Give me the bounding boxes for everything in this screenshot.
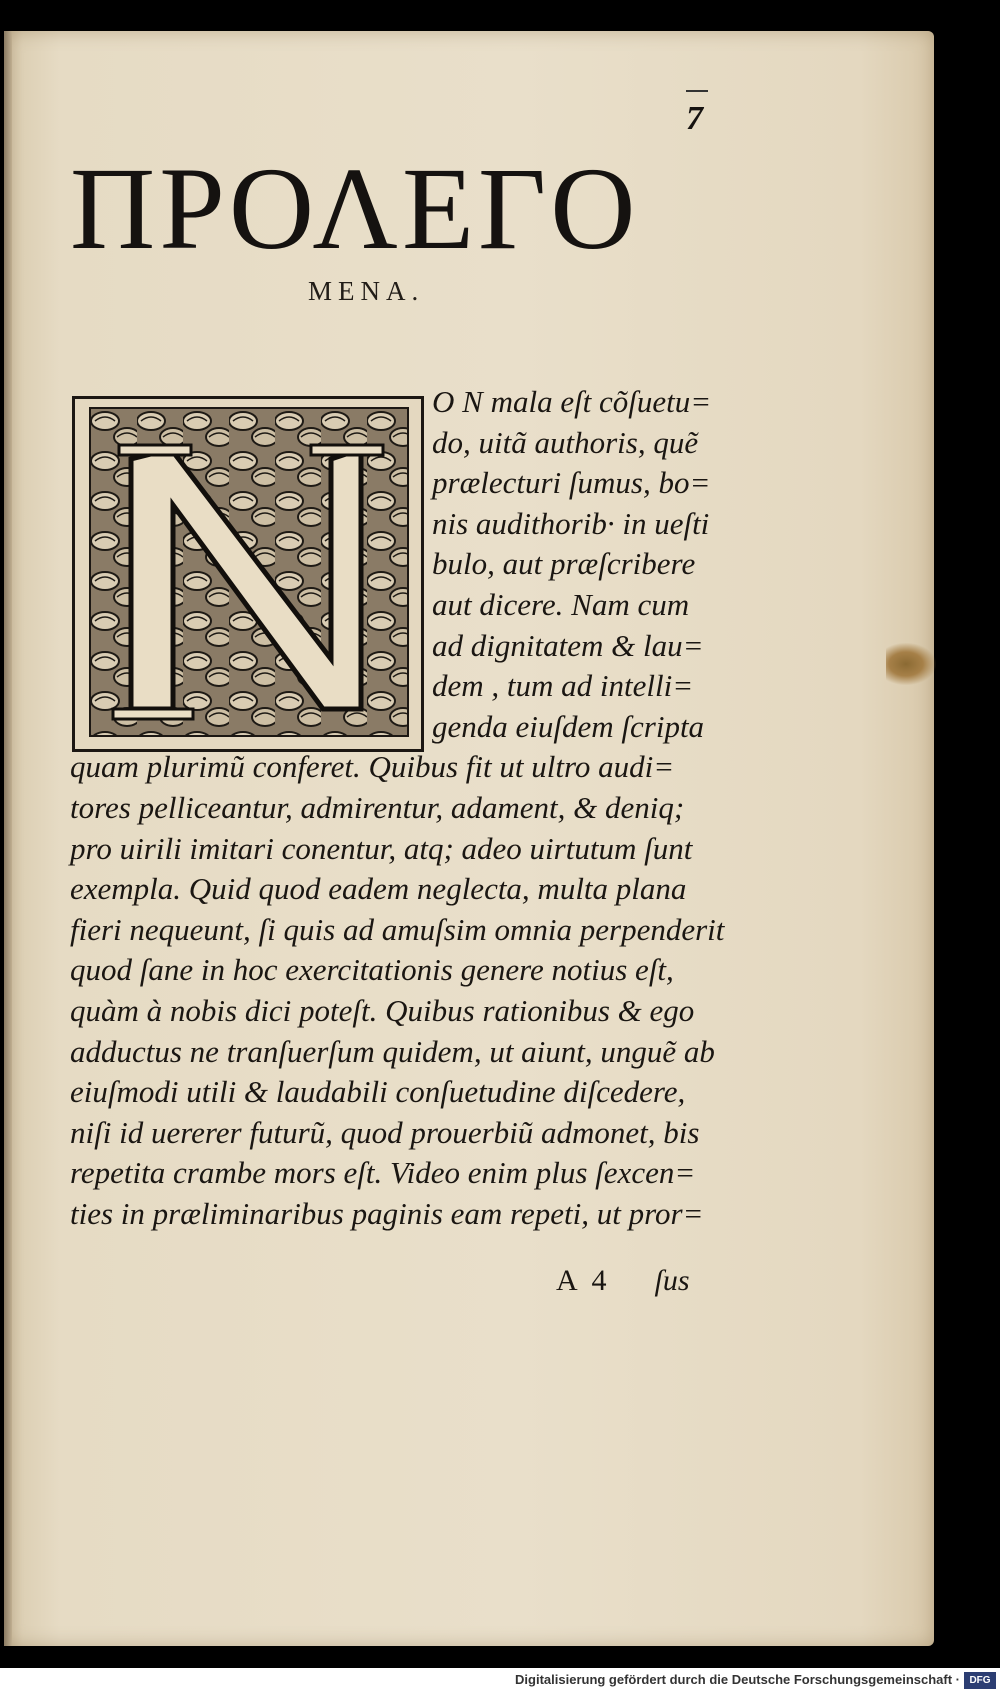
catchword: ſus bbox=[654, 1264, 690, 1297]
text-line: quod ſane in hoc exercitationis genere notius eſt, bbox=[70, 952, 674, 988]
text-line: tores pelliceantur, admirentur, adament, & deniq; bbox=[70, 790, 685, 825]
text-line: genda eiuſdem ſcripta bbox=[432, 708, 705, 744]
text-line: niſi id uererer futurũ, quod prouerbiũ admonet, bis bbox=[70, 1114, 700, 1150]
catchline bbox=[556, 1264, 690, 1298]
text-line: exempla. Quid quod eadem neglecta, multa plana bbox=[70, 871, 687, 907]
initial-woodcut-icon bbox=[91, 409, 407, 735]
folio-mark bbox=[686, 90, 708, 92]
text-line: bulo, aut præſcribere bbox=[432, 546, 696, 582]
decorated-initial-frame bbox=[89, 407, 409, 737]
text-line: dem , tum ad intelli= bbox=[432, 668, 694, 704]
text-line: ad dignitatem & lau= bbox=[432, 627, 704, 663]
decorated-initial bbox=[72, 396, 424, 752]
page-title: ΠΡΟΛΕΓΟ bbox=[70, 143, 640, 274]
folio-number: 7 bbox=[686, 100, 703, 137]
text-line: prælecturi ſumus, bo= bbox=[432, 465, 711, 501]
text-line: adductus ne tranſuerſum quidem, ut aiunt, unguẽ ab bbox=[70, 1033, 715, 1069]
text-line: ties in præliminaribus paginis eam repeti, ut pror= bbox=[70, 1196, 704, 1231]
text-line: quam plurimũ conferet. Quibus fit ut ultro audi= bbox=[70, 749, 675, 785]
page-gutter-edge bbox=[4, 31, 12, 1646]
digitization-credit: Digitalisierung gefördert durch die Deutsche Forschungsgemeinschaft · bbox=[515, 1672, 960, 1687]
paper-stain bbox=[886, 643, 936, 685]
footer-bar bbox=[0, 1668, 1000, 1694]
text-line: O N mala eſt cõſuetu= bbox=[432, 384, 712, 419]
text-line: nis audithorib· in ueſti bbox=[432, 505, 710, 541]
text-line: do, uitã authoris, quẽ bbox=[432, 424, 699, 460]
text-line: fieri nequeunt, ſi quis ad amuſsim omnia perpenderit bbox=[70, 911, 725, 947]
page-subtitle: MENA. bbox=[308, 276, 425, 306]
signature-mark: A 4 bbox=[556, 1264, 611, 1297]
text-line: eiuſmodi utili & laudabili conſuetudine diſcedere, bbox=[70, 1074, 686, 1110]
text-line: quàm à nobis dici poteſt. Quibus rationibus & ego bbox=[70, 993, 695, 1028]
text-line: repetita crambe mors eſt. Video enim plus ſexcen= bbox=[70, 1155, 696, 1191]
dfg-logo-icon: DFG bbox=[964, 1672, 996, 1689]
text-line: aut dicere. Nam cum bbox=[432, 587, 690, 622]
text-line: pro uirili imitari conentur, atq; adeo uirtutum ſunt bbox=[70, 830, 693, 866]
